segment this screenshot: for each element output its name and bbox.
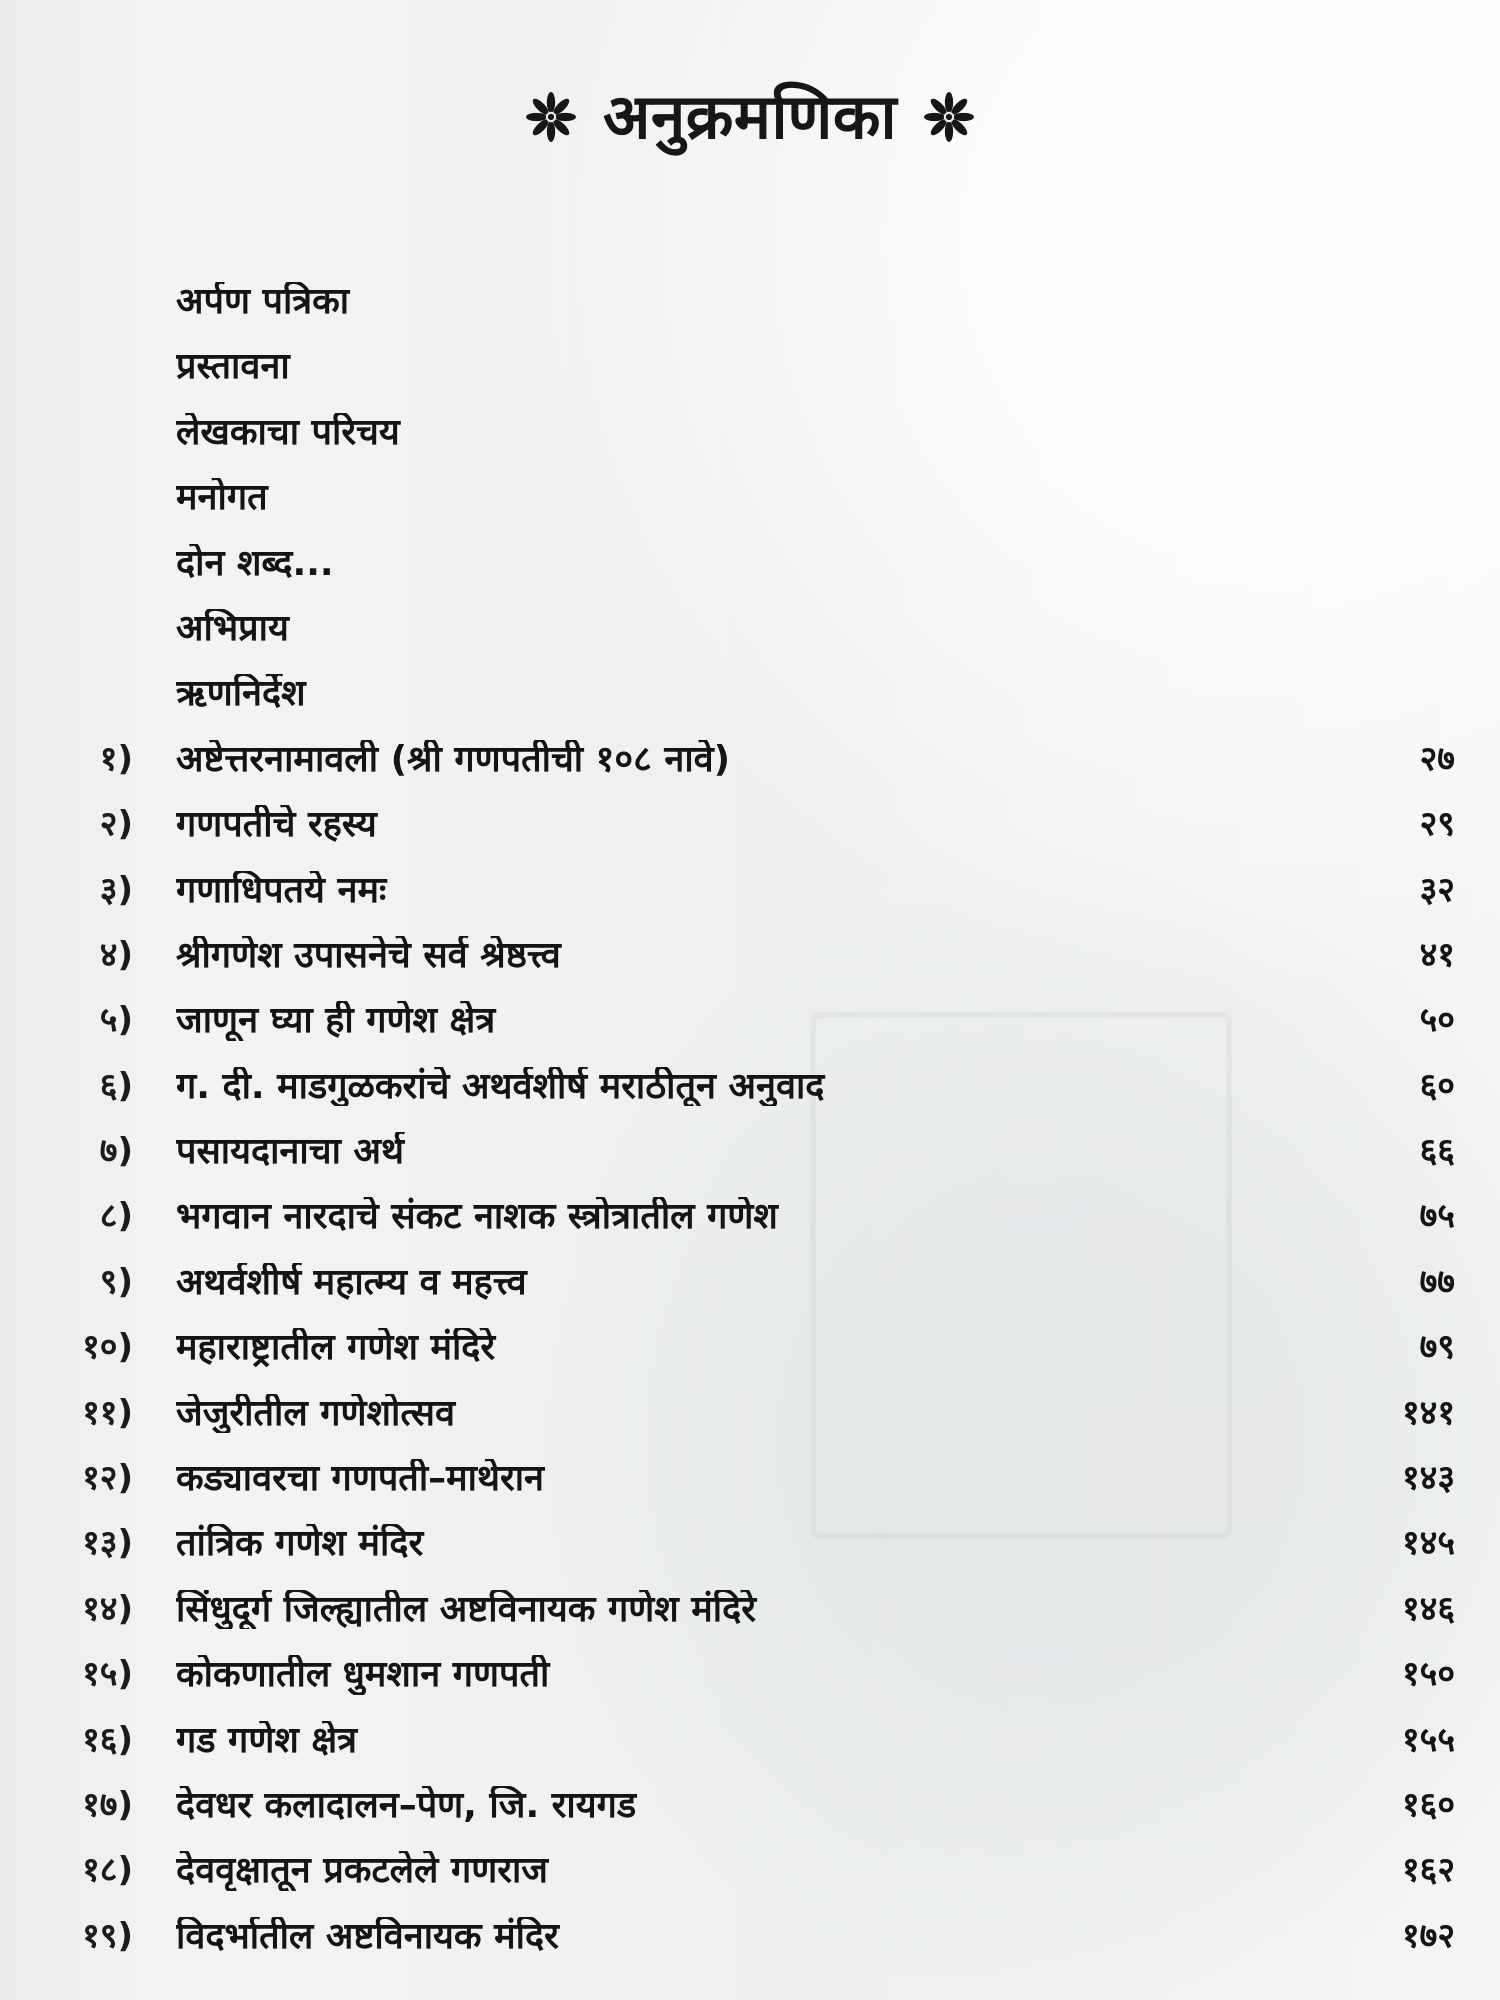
toc-entry bbox=[0, 536, 1500, 601]
entry-title: सिंधुदूर्ग जिल्ह्यातील अष्टविनायक गणेश मंदिरे bbox=[176, 1589, 756, 1630]
entry-number: १४) bbox=[82, 1588, 133, 1629]
entry-title: लेखकाचा परिचय bbox=[176, 412, 400, 453]
entry-title: विदर्भातील अष्टविनायक मंदिर bbox=[176, 1916, 559, 1957]
entry-number: १७) bbox=[82, 1784, 133, 1825]
entry-title: गणपतीचे रहस्य bbox=[176, 805, 377, 845]
toc-entry bbox=[0, 1843, 1500, 1908]
entry-page-number: १६२ bbox=[1401, 1850, 1455, 1891]
entry-title: गड गणेश क्षेत्र bbox=[176, 1720, 358, 1761]
table-of-contents bbox=[0, 274, 1500, 1974]
entry-number: ७) bbox=[99, 1131, 133, 1172]
entry-number: १२) bbox=[82, 1458, 133, 1499]
entry-page-number: ३२ bbox=[1419, 869, 1455, 910]
entry-title: महाराष्ट्रातील गणेश मंदिरे bbox=[176, 1328, 496, 1368]
entry-title: गणाधिपतये नमः bbox=[176, 870, 387, 911]
toc-entry bbox=[0, 797, 1500, 862]
entry-number: ३) bbox=[99, 869, 133, 910]
toc-entry bbox=[0, 1189, 1500, 1254]
entry-title: श्रीगणेश उपासनेचे सर्व श्रेष्ठत्त्व bbox=[176, 935, 561, 976]
toc-entry bbox=[0, 601, 1500, 666]
toc-entry bbox=[0, 928, 1500, 993]
entry-page-number: ७७ bbox=[1419, 1261, 1455, 1302]
toc-entry bbox=[0, 339, 1500, 404]
entry-title: अष्टेत्तरनामावली (श्री गणपतीची १०८ नावे) bbox=[176, 739, 731, 780]
entry-page-number: ७५ bbox=[1419, 1196, 1455, 1237]
entry-title: ऋणनिर्देश bbox=[176, 674, 306, 714]
toc-entry bbox=[0, 1451, 1500, 1516]
entry-title: जेजुरीतील गणेशोत्सव bbox=[176, 1393, 456, 1434]
toc-entry bbox=[0, 1059, 1500, 1124]
entry-page-number: १५५ bbox=[1401, 1719, 1455, 1760]
entry-page-number: ६६ bbox=[1419, 1131, 1455, 1172]
entry-page-number: ५० bbox=[1419, 1000, 1455, 1041]
entry-title: कोकणातील धुमशान गणपती bbox=[176, 1655, 550, 1695]
entry-page-number: १५० bbox=[1401, 1654, 1455, 1695]
toc-entry bbox=[0, 1909, 1500, 1974]
toc-entry bbox=[0, 1582, 1500, 1647]
toc-entry bbox=[0, 1778, 1500, 1843]
entry-number: ५) bbox=[99, 1000, 133, 1041]
entry-title: तांत्रिक गणेश मंदिर bbox=[176, 1524, 424, 1565]
entry-page-number: १४१ bbox=[1401, 1392, 1455, 1433]
entry-page-number: ६० bbox=[1419, 1065, 1455, 1106]
toc-entry bbox=[0, 993, 1500, 1058]
toc-entry bbox=[0, 1713, 1500, 1778]
entry-title: ग. दी. माडगुळकरांचे अथर्वशीर्ष मराठीतून अनुवाद bbox=[176, 1066, 825, 1107]
entry-number: १) bbox=[99, 738, 133, 779]
toc-entry bbox=[0, 863, 1500, 928]
entry-page-number: १६० bbox=[1401, 1784, 1455, 1825]
title-row bbox=[0, 72, 1500, 162]
entry-number: १३) bbox=[82, 1523, 133, 1564]
entry-number: ११) bbox=[82, 1392, 133, 1433]
entry-page-number: २७ bbox=[1419, 738, 1455, 779]
entry-page-number: १४६ bbox=[1401, 1588, 1455, 1629]
entry-number: १६) bbox=[82, 1719, 133, 1760]
entry-title: जाणून घ्या ही गणेश क्षेत्र bbox=[176, 1001, 496, 1041]
entry-number: १५) bbox=[82, 1654, 133, 1695]
entry-title: पसायदानाचा अर्थ bbox=[176, 1132, 404, 1172]
entry-title: अर्पण पत्रिका bbox=[176, 282, 350, 322]
toc-entry bbox=[0, 1386, 1500, 1451]
entry-number: ६) bbox=[99, 1065, 133, 1106]
entry-page-number: १४५ bbox=[1401, 1523, 1455, 1564]
entry-number: १८) bbox=[82, 1850, 133, 1891]
toc-entry bbox=[0, 470, 1500, 535]
entry-page-number: ७९ bbox=[1419, 1327, 1455, 1368]
asterisk-flower-icon bbox=[525, 91, 577, 143]
entry-number: १०) bbox=[82, 1327, 133, 1368]
entry-title: देवधर कलादालन–पेण, जि. रायगड bbox=[176, 1785, 637, 1826]
toc-entry bbox=[0, 405, 1500, 470]
toc-entry bbox=[0, 1124, 1500, 1189]
entry-number: १९) bbox=[82, 1915, 133, 1956]
entry-number: ९) bbox=[99, 1261, 133, 1302]
entry-number: ४) bbox=[99, 934, 133, 975]
entry-title: कड्यावरचा गणपती–माथेरान bbox=[176, 1459, 545, 1499]
entry-title: मनोगत bbox=[176, 478, 268, 518]
entry-page-number: १७२ bbox=[1401, 1915, 1455, 1956]
entry-title: दोन शब्द... bbox=[176, 543, 334, 584]
entry-number: २) bbox=[99, 804, 133, 845]
page-title: अनुक्रमणिका bbox=[602, 80, 898, 153]
entry-title: प्रस्तावना bbox=[176, 347, 290, 387]
entry-page-number: १४३ bbox=[1401, 1458, 1455, 1499]
toc-entry bbox=[0, 1320, 1500, 1385]
toc-entry bbox=[0, 1255, 1500, 1320]
toc-entry bbox=[0, 666, 1500, 731]
entry-page-number: २९ bbox=[1419, 804, 1455, 845]
entry-title: अथर्वशीर्ष महात्म्य व महत्त्व bbox=[176, 1262, 527, 1303]
toc-entry bbox=[0, 732, 1500, 797]
entry-page-number: ४१ bbox=[1419, 934, 1455, 975]
entry-title: अभिप्राय bbox=[176, 608, 289, 649]
toc-entry bbox=[0, 274, 1500, 339]
toc-entry bbox=[0, 1647, 1500, 1712]
toc-entry bbox=[0, 1516, 1500, 1581]
entry-number: ८) bbox=[99, 1196, 133, 1237]
entry-title: भगवान नारदाचे संकट नाशक स्त्रोत्रातील गणेश bbox=[176, 1197, 778, 1238]
asterisk-flower-icon bbox=[923, 91, 975, 143]
entry-title: देववृक्षातून प्रकटलेले गणराज bbox=[176, 1851, 548, 1891]
